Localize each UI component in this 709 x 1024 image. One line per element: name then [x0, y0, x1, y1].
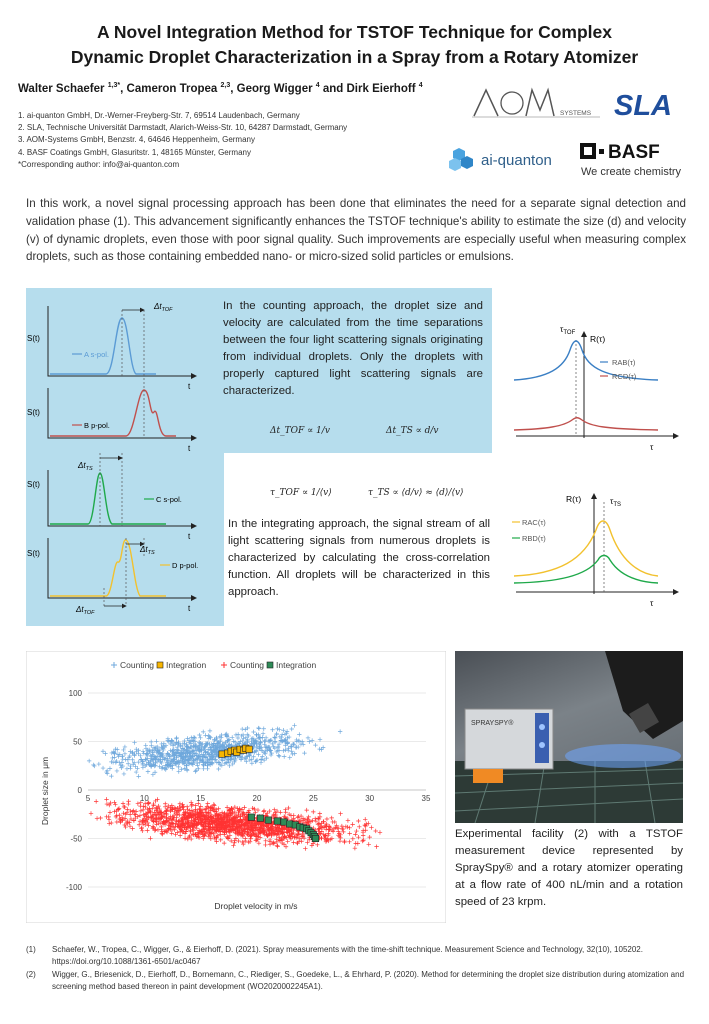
formula-tau-ts: τ_TS ∝ ⟨d/v⟩ ≈ ⟨d⟩/⟨v⟩	[368, 488, 464, 498]
integration-point	[257, 815, 263, 821]
x-tick-label: 20	[252, 794, 262, 803]
dt-tof-label-top: $\Delta t_{TOF}$	[154, 302, 173, 313]
sla-logo-text: SLA	[614, 90, 672, 119]
aom-systems-logo	[472, 84, 600, 124]
dt-ts-label-low: $\Delta t_{TS}$	[140, 545, 155, 556]
signal-b-label: B p-pol.	[84, 421, 110, 430]
dt-tof-label-bottom: $\Delta t_{TOF}$	[76, 605, 95, 616]
integration-point	[248, 814, 254, 820]
signal-a-curve	[50, 318, 156, 374]
affiliation-item: 1. ai-quanton GmbH, Dr.-Werner-Freyberg-Str. 7, 69514 Laudenbach, Germany	[18, 111, 300, 120]
rab-label: RAB(τ)	[612, 358, 636, 367]
y-tick-label: 0	[77, 786, 82, 795]
intro-paragraph: In this work, a novel signal processing approach has been done that eliminates the need for a separate signal detection and validation phase (1). This advancement significantly enhances the TSTOF technique's ability to estimate the size (d) and velocity (v) of dynamic droplets, even those with poor signal quality. Such improvements are especially useful when measuring complex droplets, such as those containing embedded nano- or micro-sized solid particles or emulsions.	[26, 197, 686, 264]
poster-title-line1: A Novel Integration Method for TSTOF Technique for Complex	[97, 22, 612, 42]
experimental-setup-photo	[455, 651, 683, 823]
legend-label: Integration	[276, 660, 317, 670]
poster-title-line2: Dynamic Droplet Characterization in a Spray from a Rotary Atomizer	[70, 47, 639, 67]
legend-label: Integration	[166, 660, 207, 670]
y-tick-label: 100	[68, 689, 82, 698]
y-tick-label: -50	[70, 834, 82, 844]
r-tau-label-bottom: R(τ)	[566, 494, 582, 504]
reference-item: (1) Schaefer, W., Tropea, C., Wigger, G., & Eierhoff, D. (2021). Spray measurements with the time-shift technique. Measurement Science and Technology, 32(10), 105202. https://doi.org/10.1088/1361-6501/ac0467	[26, 945, 643, 966]
integration-point	[246, 746, 252, 752]
ai-quanton-text: ai-quanton	[481, 152, 552, 169]
photo-device-label: SPRAYSPY®	[471, 720, 514, 727]
signal-c-ylabel: S(t)	[27, 480, 40, 489]
signal-a-label: A s-pol.	[84, 350, 110, 359]
tau-axis-label-bottom: τ	[650, 598, 654, 608]
signal-d-curve	[50, 540, 166, 596]
basf-logo	[580, 140, 690, 180]
y-tick-label: 50	[73, 737, 82, 747]
legend-square-icon	[157, 662, 163, 668]
integrating-description: In the integrating approach, the signal stream of all light scattering signals from numerous droplets is characterized by calculating the cross-correlation function. All droplets will be characterized in this approach.	[228, 518, 490, 599]
affiliation-item: 2. SLA, Technische Universität Darmstadt, Alarich-Weiss-Str. 10, 64287 Darmstadt, Germany	[18, 123, 348, 133]
signal-b-xlabel: t	[188, 444, 191, 453]
legend-label: Counting	[120, 660, 155, 670]
sla-logo	[612, 89, 684, 119]
counting-description: In the counting approach, the droplet size and velocity are calculated from the time separations between the four light scattering signals originating from individual droplets. Only the droplets with properly captured light scattering signals are characterized.	[223, 300, 483, 398]
formula-dt-tof: Δt_TOF ∝ 1/v	[270, 426, 330, 436]
photo-caption: Experimental facility (2) with a TSTOF measurement device represented by SpraySpy® and a rotary atomizer operating at a flow rate of 400 nL/min and a rotation speed of 23 krpm.	[455, 828, 683, 908]
formula-tau-tof: τ_TOF ∝ 1/⟨v⟩	[270, 488, 332, 498]
corresponding-author: *Corresponding author: info@ai-quanton.com	[18, 159, 180, 169]
basf-tagline: We create chemistry	[581, 166, 682, 178]
x-tick-label: 35	[421, 794, 431, 803]
rac-curve	[514, 521, 658, 576]
formula-dt-ts: Δt_TS ∝ d/v	[386, 426, 439, 436]
tau-axis-label-top: τ	[650, 442, 654, 452]
rbd-label: RBD(τ)	[522, 534, 546, 543]
signal-a-xlabel: t	[188, 382, 191, 391]
rab-curve	[514, 341, 658, 380]
author-text: Walter Schaefer $^{1,3*}$, Cameron Tropea $^{2,3}$, Georg Wigger $^4$ and Dirk Eierhoff $^4$	[18, 82, 423, 95]
affiliation-item: 4. BASF Coatings GmbH, Glasuritstr. 1, 48165 Münster, Germany	[18, 147, 251, 157]
x-tick-label: 10	[139, 794, 149, 803]
signal-diagram	[26, 288, 226, 626]
signal-b-ylabel: S(t)	[27, 408, 40, 417]
signal-d-ylabel: S(t)	[27, 549, 40, 558]
signal-b-curve	[50, 390, 176, 436]
correlation-chart-top	[508, 320, 688, 460]
rbd-curve	[514, 556, 658, 584]
legend-label: Counting	[230, 660, 265, 670]
ai-quanton-icon	[449, 148, 473, 171]
rac-label: RAC(τ)	[522, 518, 546, 527]
legend-square-icon	[267, 662, 273, 668]
affiliation-list	[18, 110, 347, 171]
reference-item: (2) Wigger, G., Briesenick, D., Eierhoff, D., Bornemann, C., Riediger, S., Goedeke, L., & Ehrhard, P. (2020). Method for determining the droplet size distribution during atomization and screening method based thereon in paint development (WO2020002245A1).	[26, 970, 685, 991]
aom-logo-sub: SYSTEMS	[560, 110, 592, 117]
affiliation-item: 3. AOM-Systems GmbH, Benzstr. 4, 64646 Heppenheim, Germany	[18, 135, 255, 145]
integration-point	[265, 817, 271, 823]
dt-ts-label-mid: $\Delta t_{TS}$	[78, 461, 93, 472]
rcd-curve	[514, 418, 658, 430]
x-tick-label: 30	[365, 794, 375, 803]
r-tau-label-top: R(τ)	[590, 334, 606, 344]
tau-tof-label: $\tau_{TOF}$	[560, 324, 576, 336]
signal-c-xlabel: t	[188, 532, 191, 541]
signal-a-ylabel: S(t)	[27, 334, 40, 343]
signal-c-label: C s-pol.	[156, 495, 182, 504]
author-list	[18, 82, 423, 95]
scatter-y-axis-label: Droplet size in μm	[40, 756, 50, 826]
signal-d-label: D p-pol.	[172, 561, 199, 570]
ai-quanton-logo	[449, 145, 574, 173]
size-velocity-scatter-chart	[26, 651, 446, 923]
signal-d-xlabel: t	[188, 604, 191, 613]
reference-list	[26, 944, 694, 994]
x-tick-label: 15	[196, 794, 206, 803]
integration-point	[274, 818, 280, 824]
basf-text: BASF	[608, 142, 660, 163]
aom-logo-icon	[472, 84, 600, 124]
y-tick-label: -100	[65, 883, 82, 892]
correlation-chart-bottom	[508, 488, 688, 618]
integration-point	[312, 835, 318, 841]
x-tick-label: 5	[85, 794, 91, 803]
scatter-x-axis-label: Droplet velocity in m/s	[214, 901, 298, 911]
tau-ts-label: $\tau_{TS}$	[610, 496, 622, 508]
rcd-label: RCD(τ)	[612, 372, 637, 381]
photo-illustration	[455, 651, 683, 823]
x-tick-label: 25	[308, 794, 318, 803]
